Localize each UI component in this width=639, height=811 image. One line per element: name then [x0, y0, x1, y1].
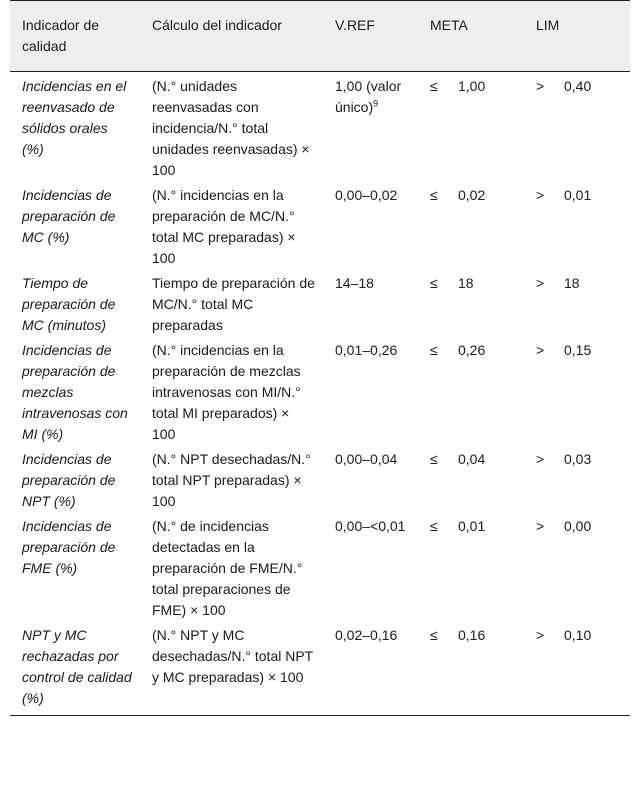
meta-cell [418, 183, 524, 271]
vref-cell [323, 183, 418, 271]
header-row [10, 1, 630, 72]
meta-cell [418, 271, 524, 338]
header-lim: LIM [524, 1, 630, 72]
header-indicator: Indicador de calidad [10, 1, 140, 72]
vref-value: 0,00–0,02 [335, 187, 398, 203]
meta-value: 1,00 [458, 78, 486, 94]
meta-cell [418, 72, 524, 184]
vref-value: 0,00–0,04 [335, 451, 398, 467]
table-row [10, 183, 630, 271]
lim-operator: > [536, 342, 545, 358]
lim-value: 0,03 [564, 451, 592, 467]
lim-operator: > [536, 518, 545, 534]
vref-value: 0,00–<0,01 [335, 518, 406, 534]
lim-cell [524, 338, 630, 447]
vref-cell [323, 447, 418, 514]
vref-cell [323, 338, 418, 447]
table-row [10, 623, 630, 716]
quality-indicators-table-container [10, 0, 630, 716]
meta-operator: ≤ [430, 342, 438, 358]
indicator-cell: Incidencias de preparación de mezclas intravenosas con MI (%) [22, 342, 128, 442]
header-calculation: Cálculo del indicador [140, 1, 323, 72]
meta-value: 0,26 [458, 342, 486, 358]
header-vref: V.REF [323, 1, 418, 72]
lim-operator: > [536, 451, 545, 467]
meta-operator: ≤ [430, 627, 438, 643]
vref-value: 14–18 [335, 275, 374, 291]
lim-operator: > [536, 187, 545, 203]
lim-value: 0,40 [564, 78, 592, 94]
indicator-cell: NPT y MC rechazadas por control de calidad (%) [10, 623, 140, 716]
indicator-cell: Incidencias de preparación de FME (%) [22, 518, 116, 576]
meta-value: 0,01 [458, 518, 486, 534]
meta-cell [418, 447, 524, 514]
lim-cell [524, 514, 630, 623]
table-row [10, 338, 630, 447]
vref-cell [323, 72, 418, 184]
meta-cell [418, 623, 524, 716]
meta-value: 18 [458, 275, 474, 291]
lim-value: 0,01 [564, 187, 592, 203]
vref-reference: 9 [373, 98, 379, 109]
meta-value: 0,02 [458, 187, 486, 203]
table-header [10, 1, 630, 72]
indicator-cell: Incidencias en el reenvasado de sólidos orales (%) [22, 78, 127, 157]
meta-value: 0,04 [458, 451, 486, 467]
vref-value: 1,00 (valor único) [335, 78, 402, 115]
vref-cell [323, 623, 418, 716]
lim-value: 0,15 [564, 342, 592, 358]
calculation-cell: (N.° de incidencias detectadas en la preparación de FME/N.° total preparaciones de FME) × 100 [152, 518, 303, 618]
indicator-cell: Incidencias de preparación de MC (%) [22, 187, 116, 245]
meta-cell [418, 338, 524, 447]
table-row [10, 72, 630, 184]
calculation-cell: (N.° NPT desechadas/N.° total NPT preparadas) × 100 [152, 451, 311, 509]
calculation-cell: (N.° incidencias en la preparación de MC/N.° total MC preparadas) × 100 [152, 187, 296, 266]
meta-cell [418, 514, 524, 623]
table-row [10, 271, 630, 338]
calculation-cell: (N.° incidencias en la preparación de mezclas intravenosas con MI/N.° total MI preparados) × 100 [152, 342, 301, 442]
lim-cell [524, 447, 630, 514]
table-body [10, 72, 630, 716]
lim-operator: > [536, 627, 545, 643]
meta-operator: ≤ [430, 518, 438, 534]
meta-operator: ≤ [430, 78, 438, 94]
calculation-cell: (N.° NPT y MC desechadas/N.° total NPT y MC preparadas) × 100 [140, 623, 323, 716]
vref-cell [323, 514, 418, 623]
vref-value: 0,02–0,16 [335, 627, 398, 643]
lim-cell [524, 271, 630, 338]
vref-cell [323, 271, 418, 338]
lim-cell [524, 72, 630, 184]
lim-value: 18 [564, 275, 580, 291]
lim-operator: > [536, 275, 545, 291]
header-meta: META [418, 1, 524, 72]
meta-operator: ≤ [430, 275, 438, 291]
meta-operator: ≤ [430, 187, 438, 203]
table-row [10, 514, 630, 623]
calculation-cell: Tiempo de preparación de MC/N.° total MC preparadas [152, 275, 315, 333]
lim-value: 0,10 [564, 627, 592, 643]
indicator-cell: Tiempo de preparación de MC (minutos) [22, 275, 116, 333]
meta-value: 0,16 [458, 627, 486, 643]
meta-operator: ≤ [430, 451, 438, 467]
lim-operator: > [536, 78, 545, 94]
quality-indicators-table [10, 0, 630, 716]
indicator-cell: Incidencias de preparación de NPT (%) [22, 451, 116, 509]
lim-value: 0,00 [564, 518, 592, 534]
vref-value: 0,01–0,26 [335, 342, 398, 358]
lim-cell [524, 183, 630, 271]
table-row [10, 447, 630, 514]
calculation-cell: (N.° unidades reenvasadas con incidencia/N.° total unidades reenvasadas) × 100 [152, 78, 310, 178]
lim-cell [524, 623, 630, 716]
